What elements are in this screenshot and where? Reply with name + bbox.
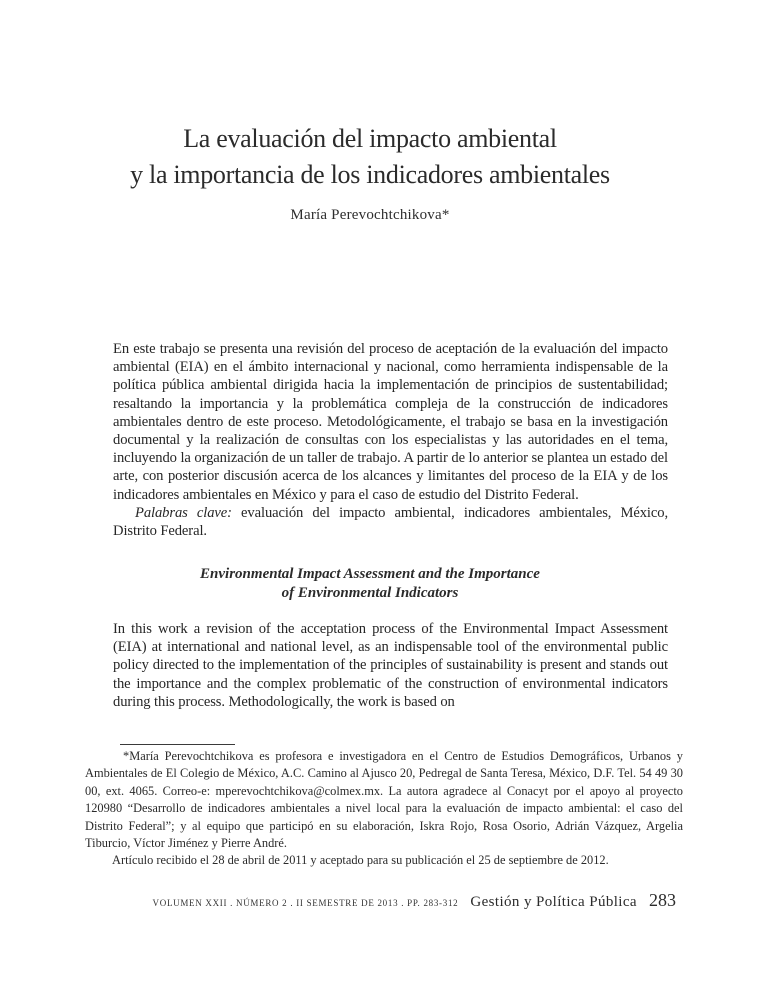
footnote-received-dates: Artículo recibido el 28 de abril de 2011 y aceptado para su publicación el 25 de septiembre de 2012. bbox=[112, 853, 609, 868]
english-heading-line-2: of Environmental Indicators bbox=[281, 585, 459, 601]
spanish-abstract-body: En este trabajo se presenta una revisión del proceso de aceptación de la evaluación del impacto ambiental (EIA) en el ámbito internacional y nacional, como herramienta indispensable de la política pública ambiental dirigida hacia la implementación de principios de sustentabilidad; resaltando la importancia y la problemática compleja de la construcción de indicadores ambientales dentro de este proceso. Metodológicamente, el trabajo se basa en la investigación documental y la realización de consultas con los especialistas y las autoridades en el tema, incluyendo la organización de un taller de trabajo. A partir de lo anterior se plantea un estado del arte, con posterior discusión acerca de los alcances y limitantes del proceso de la EIA y de los indicadores ambientales en México y para el caso de estudio del Distrito Federal. bbox=[113, 341, 668, 503]
english-heading bbox=[90, 565, 650, 603]
keywords-label: Palabras clave: bbox=[135, 504, 232, 521]
journal-name: Gestión y Política Pública bbox=[470, 894, 637, 910]
keywords-paragraph bbox=[113, 504, 668, 540]
page-number: 283 bbox=[649, 890, 676, 910]
article-title-line-2: y la importancia de los indicadores ambientales bbox=[130, 160, 610, 189]
keywords-list: evaluación del impacto ambiental, indicadores ambientales, México, Distrito Federal. bbox=[113, 504, 668, 540]
footnote-block bbox=[85, 748, 683, 870]
english-abstract-body: In this work a revision of the acceptation process of the Environmental Impact Assessment (EIA) at international and national level, as an indispensable tool of the environmental public policy directed to the implementation of the principles of sustainability is present and stands out the importance and the complex problematic of the construction of environmental indicators during this process. Methodologically, the work is based on bbox=[113, 621, 668, 710]
footnote-rule bbox=[120, 744, 235, 745]
article-title-line-1: La evaluación del impacto ambiental bbox=[183, 124, 557, 153]
footnote-author-affiliation: *María Perevochtchikova es profesora e investigadora en el Centro de Estudios Demográficos, Urbanos y Ambientales de El Colegio de México, A.C. Camino al Ajusco 20, Pedregal de Santa Teresa, México, D.F. Tel. 54 49 30 00, ext. 4065. Correo-e: mperevochtchikova@colmex.mx. La autora agradece al Conacyt por el apoyo al proyecto 120980 “Desarrollo de indicadores ambientales a nivel local para la evaluación de impacto ambiental: el caso del Distrito Federal”; y al equipo que participó en su elaboración, Iskra Rojo, Rosa Osorio, Adrián Vázquez, Argelia Tiburcio, Víctor Jiménez y Pierre André. bbox=[85, 749, 683, 851]
english-abstract bbox=[113, 620, 668, 711]
author-name: María Perevochtchikova* bbox=[290, 207, 450, 223]
spanish-abstract bbox=[113, 340, 668, 540]
article-title bbox=[90, 121, 650, 193]
english-heading-line-1: Environmental Impact Assessment and the Importance bbox=[200, 566, 540, 582]
page-footer bbox=[153, 890, 676, 911]
volume-issue-info: VOLUMEN XXII . NÚMERO 2 . II SEMESTRE DE 2013 . PP. 283-312 bbox=[152, 898, 459, 908]
